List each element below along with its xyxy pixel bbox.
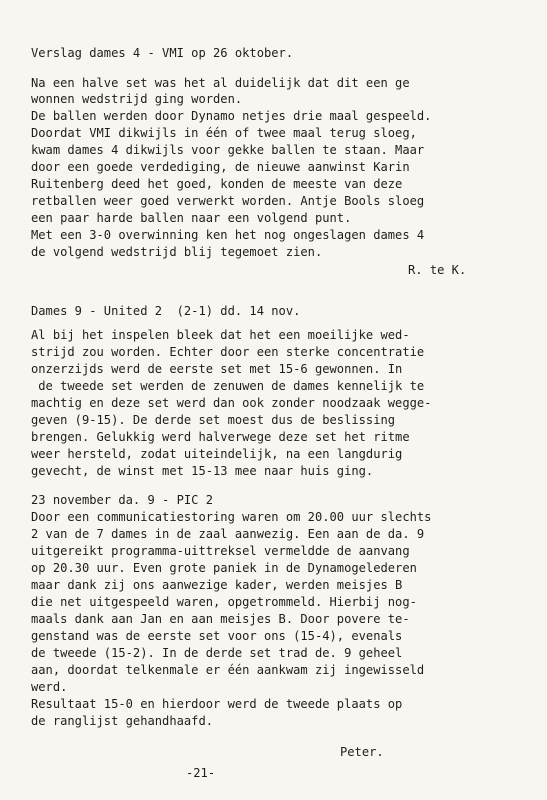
report1-line: een paar harde ballen naar een volgend punt.: [31, 211, 352, 225]
report1-line: Doordat VMI dikwijls in één of twee maal terug sloeg,: [31, 126, 417, 140]
report3-line: uitgereikt programma-uittreksel vermeldde de aanvang: [31, 544, 410, 558]
report2-line: gevecht, de winst met 15-13 mee naar huis ging.: [31, 464, 374, 478]
report1-line: retballen weer goed verwerkt worden. Antje Bools sloeg: [31, 194, 425, 208]
report3-line: Door een communicatiestoring waren om 20.00 uur slechts: [31, 510, 432, 524]
report2-line: strijd zou worden. Echter door een sterke concentratie: [31, 345, 425, 359]
report1-line: kwam dames 4 dikwijls voor gekke ballen te staan. Maar: [31, 143, 425, 157]
report3-line: die net uitgespeeld waren, opgetrommeld. Hierbij nog-: [31, 595, 417, 609]
report1-line: Na een halve set was het al duidelijk dat dit een ge: [31, 76, 410, 90]
report3-line: 2 van de 7 dames in de zaal aanwezig. Een aan de da. 9: [31, 527, 425, 541]
report3-line: Resultaat 15-0 en hierdoor werd de tweede plaats op: [31, 697, 403, 711]
report1-line: wonnen wedstrijd ging worden.: [31, 92, 243, 106]
report1-line: Ruitenberg deed het goed, konden de meeste van deze: [31, 177, 403, 191]
report1-line: door een goede verdediging, de nieuwe aanwinst Karin: [31, 160, 410, 174]
report3-line: de tweede (15-2). In de derde set trad de. 9 geheel: [31, 646, 403, 660]
report3-title: 23 november da. 9 - PIC 2: [31, 493, 214, 507]
report2-line: geven (9-15). De derde set moest dus de beslissing: [31, 413, 396, 427]
report1-signature: R. te K.: [408, 263, 467, 277]
report2-line: onzerzijds werd de eerste set met 15-6 gewonnen. In: [31, 362, 403, 376]
report1-line: Met een 3-0 overwinning ken het nog ongeslagen dames 4: [31, 228, 425, 242]
report3-line: maals dank aan Jan en aan meisjes B. Door povere te-: [31, 612, 410, 626]
report3-signature: Peter.: [340, 745, 384, 759]
report2-line: de tweede set werden de zenuwen de dames kennelijk te: [31, 379, 425, 393]
report2-line: machtig en deze set werd dan ook zonder noodzaak wegge-: [31, 396, 432, 410]
report2-title: Dames 9 - United 2 (2-1) dd. 14 nov.: [31, 304, 301, 318]
report3-line: aan, doordat telkenmale er één aankwam zij ingewisseld: [31, 663, 425, 677]
report2-line: brengen. Gelukkig werd halverwege deze set het ritme: [31, 430, 410, 444]
report2-line: Al bij het inspelen bleek dat het een moeilijke wed-: [31, 328, 410, 342]
report3-line: op 20.30 uur. Even grote paniek in de Dynamogelederen: [31, 561, 417, 575]
report3-line: genstand was de eerste set voor ons (15-4), evenals: [31, 629, 403, 643]
report2-line: weer hersteld, zodat uiteindelijk, na een langdurig: [31, 447, 403, 461]
page-number: -21-: [186, 766, 216, 780]
report1-line: de volgend wedstrijd blij tegemoet zien.: [31, 245, 323, 259]
report3-line: de ranglijst gehandhaafd.: [31, 714, 214, 728]
report3-line: maar dank zij ons aanwezige kader, werden meisjes B: [31, 578, 403, 592]
report3-line: werd.: [31, 680, 68, 694]
report1-line: De ballen werden door Dynamo netjes drie maal gespeeld.: [31, 109, 432, 123]
report1-title: Verslag dames 4 - VMI op 26 oktober.: [31, 46, 294, 60]
